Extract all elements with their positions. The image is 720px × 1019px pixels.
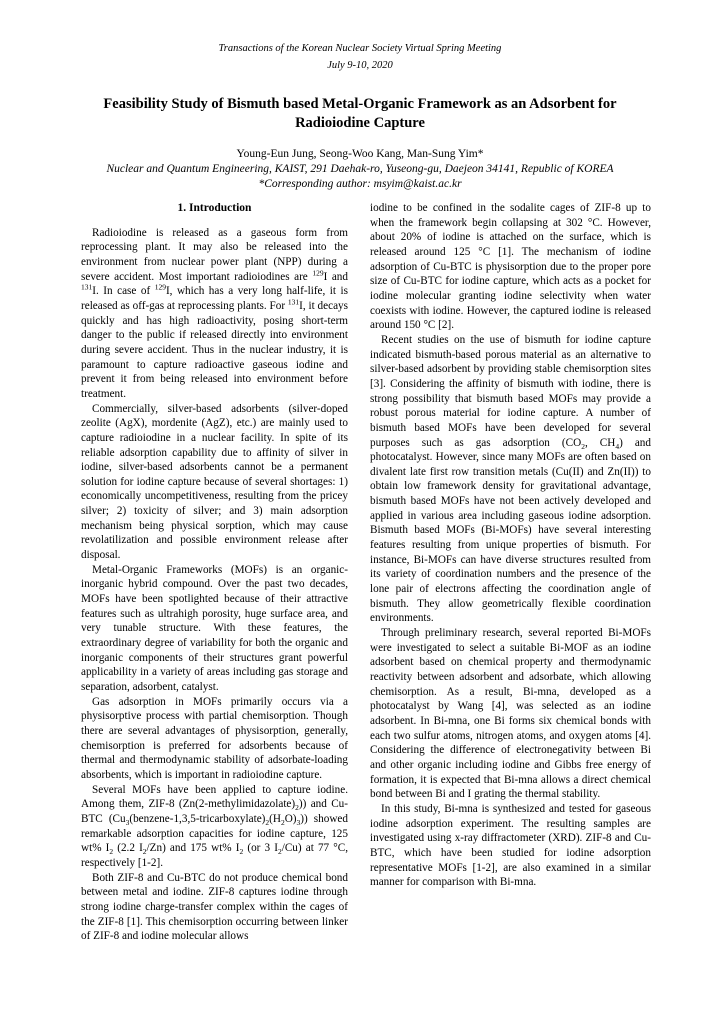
right-column <box>370 201 651 890</box>
left-column <box>81 201 348 944</box>
paragraph-8: Recent studies on the use of bismuth for iodine capture indicated bismuth-based porous material as an alternative to silver-based adsorbent by providing stable chemisorption sites [3]. Considering the affinity of bismuth with iodine, there is strong possibility that bismuth based MOFs may provide a robust porous material for iodine capture. A number of bismuth based MOFs have been developed for several purposes such as gas adsorption ($CO_2$, $CH_4$) and photocatalyst. However, since many MOFs are often based on divalent late first row transition metals (Cu(II) and Zn(II)) to obtain low framework density for gravitational advantage, bismuth based MOFs have not been actively developed and applied in various area including gaseous iodine adsorption. Bismuth based MOFs (Bi-MOFs) have several interesting features resulting from unique properties of bismuth. For instance, Bi-MOFs can have diverse structures resulted from its variety of coordination numbers and the presence of the lone pair of electrons affecting the coordination angle of bismuth. They allow geometrically flexible coordination environments. <box>370 333 651 625</box>
affiliation: Nuclear and Quantum Engineering, KAIST, 291 Daehak-ro, Yuseong-gu, Daejeon 34141, Republic of KOREA <box>106 163 614 175</box>
authors: Young-Eun Jung, Seong-Woo Kang, Man-Sung Yim* <box>236 148 484 160</box>
paragraph-2: Commercially, silver-based adsorbents (silver-doped zeolite (AgX), mordenite (AgZ), etc.) are mainly used to capture radioiodine in a nuclear facility. In spite of its reliable adsorption capability due to affinity of silver in iodine, silver-based adsorbents cannot be a permanent solution for iodine capture because of several shortages: 1) economically uncompetitiveness, resulting from the pricey silver; 2) toxicity of silver; and 3) main adsorption mechanism being physical sorption, which may cause revolatilization and possible environment release after disposal. <box>81 402 348 562</box>
corresponding-author: *Corresponding author: msyim@kaist.ac.kr <box>258 178 462 190</box>
paragraph-10: In this study, Bi-mna is synthesized and tested for gaseous iodine adsorption experiment. The resulting samples are investigated using x-ray diffractometer (XRD). ZIF-8 and Cu-BTC, which have been studied for iodine adsorption representative MOFs [1-2], are also examined in a similar manner for comparison with Bi-mna. <box>370 802 651 889</box>
paragraph-6: Both ZIF-8 and Cu-BTC do not produce chemical bond between metal and iodine. ZIF-8 captures iodine through strong iodine charge-transfer complex within the cages of the ZIF-8 [1]. This chemisorption occurring between linker of ZIF-8 and iodine molecular allows <box>81 871 348 943</box>
paragraph-5: Several MOFs have been applied to capture iodine. Among them, ZIF-8 $(Zn(2-methylimidazolate)_2)$) and Cu-BTC $(Cu_3(benzene-1,3,5-tricarboxylate)_2(H_2O)_3)$) showed remarkable adsorption capacities for iodine capture, 125 wt% $I_2$ (2.2 $I_2/Zn$) and 175 wt% $I_2$ (or 3 $I_2/Cu$) at 77 °C, respectively [1-2]. <box>81 783 348 869</box>
paragraph-7: iodine to be confined in the sodalite cages of ZIF-8 up to when the framework begin collapsing at 302 °C. However, about 20% of iodine is attached on the surface, which is released around 125 °C [1]. The mechanism of iodine adsorption of Cu-BTC is physisorption due to the proper pore size of Cu-BTC for iodine capture, which acts as a pocket for iodine molecular granting iodine selectivity when water coexists with iodine. However, the captured iodine is released around 150 °C [2]. <box>370 202 651 332</box>
section-heading: 1. Introduction <box>177 202 252 214</box>
paragraph-4: Gas adsorption in MOFs primarily occurs via a physisorptive process with partial chemisorption. Though there are several advantages of physisorption, generally, chemisorption is preferred for adsorbents because of thermal and thermodynamic stability of adsorbate-loading absorbents, which is important in radioiodine capture. <box>81 695 348 781</box>
conference-date: July 9-10, 2020 <box>327 60 393 71</box>
paper-title: Feasibility Study of Bismuth based Metal-Organic Framework as an Adsorbent for Radioiodine Capture <box>103 96 617 131</box>
conference-header: Transactions of the Korean Nuclear Society Virtual Spring Meeting <box>218 43 502 54</box>
paragraph-9: Through preliminary research, several reported Bi-MOFs were investigated to select a suitable Bi-MOF as an iodine adsorbent based on chemical property and thermodynamic reactivity between adsorbent and adsorbate, which allowing chemisorption. As a result, Bi-mna, developed as a photocatalyst by Wang [4], was selected as an iodine adsorbent. In Bi-mna, one Bi forms six chemical bonds with each two sulfur atoms, nitrogen atoms, and oxygen atoms [4]. Considering the difference of electronegativity between Bi and other organic including iodine and Gibbs free energy of formation, it is expected that Bi-mna allows a direct chemical bond between Bi and I grating the thermal stability. <box>370 627 651 801</box>
paragraph-1: Radioiodine is released as a gaseous form from reprocessing plant. It may also be released into the environment from nuclear power plant (NPP) during a severe accident. Most important radioiodines are $^{129}$I and $^{131}$I. In case of $^{129}$I, which has a very long half-life, it is released as off-gas at reprocessing plants. For $^{131}$I, it decays quickly and has high radioactivity, posing short-term danger to the public if released directly into environment during severe accident. Thus in the nuclear industry, it is paramount to capture radioactive gaseous iodine and prevent it from being released into environment before treatment. <box>81 226 348 400</box>
paragraph-3: Metal-Organic Frameworks (MOFs) is an organic-inorganic hybrid compound. Over the past two decades, MOFs have been spotlighted because of their attractive features such as ultrahigh porosity, huge surface area, and very tunable structure. With these features, the extraordinary degree of variability for both the organic and inorganic components of their structures grant powerful applicability in a variety of areas including gas storage and separation, adsorbent, catalyst. <box>81 563 348 693</box>
